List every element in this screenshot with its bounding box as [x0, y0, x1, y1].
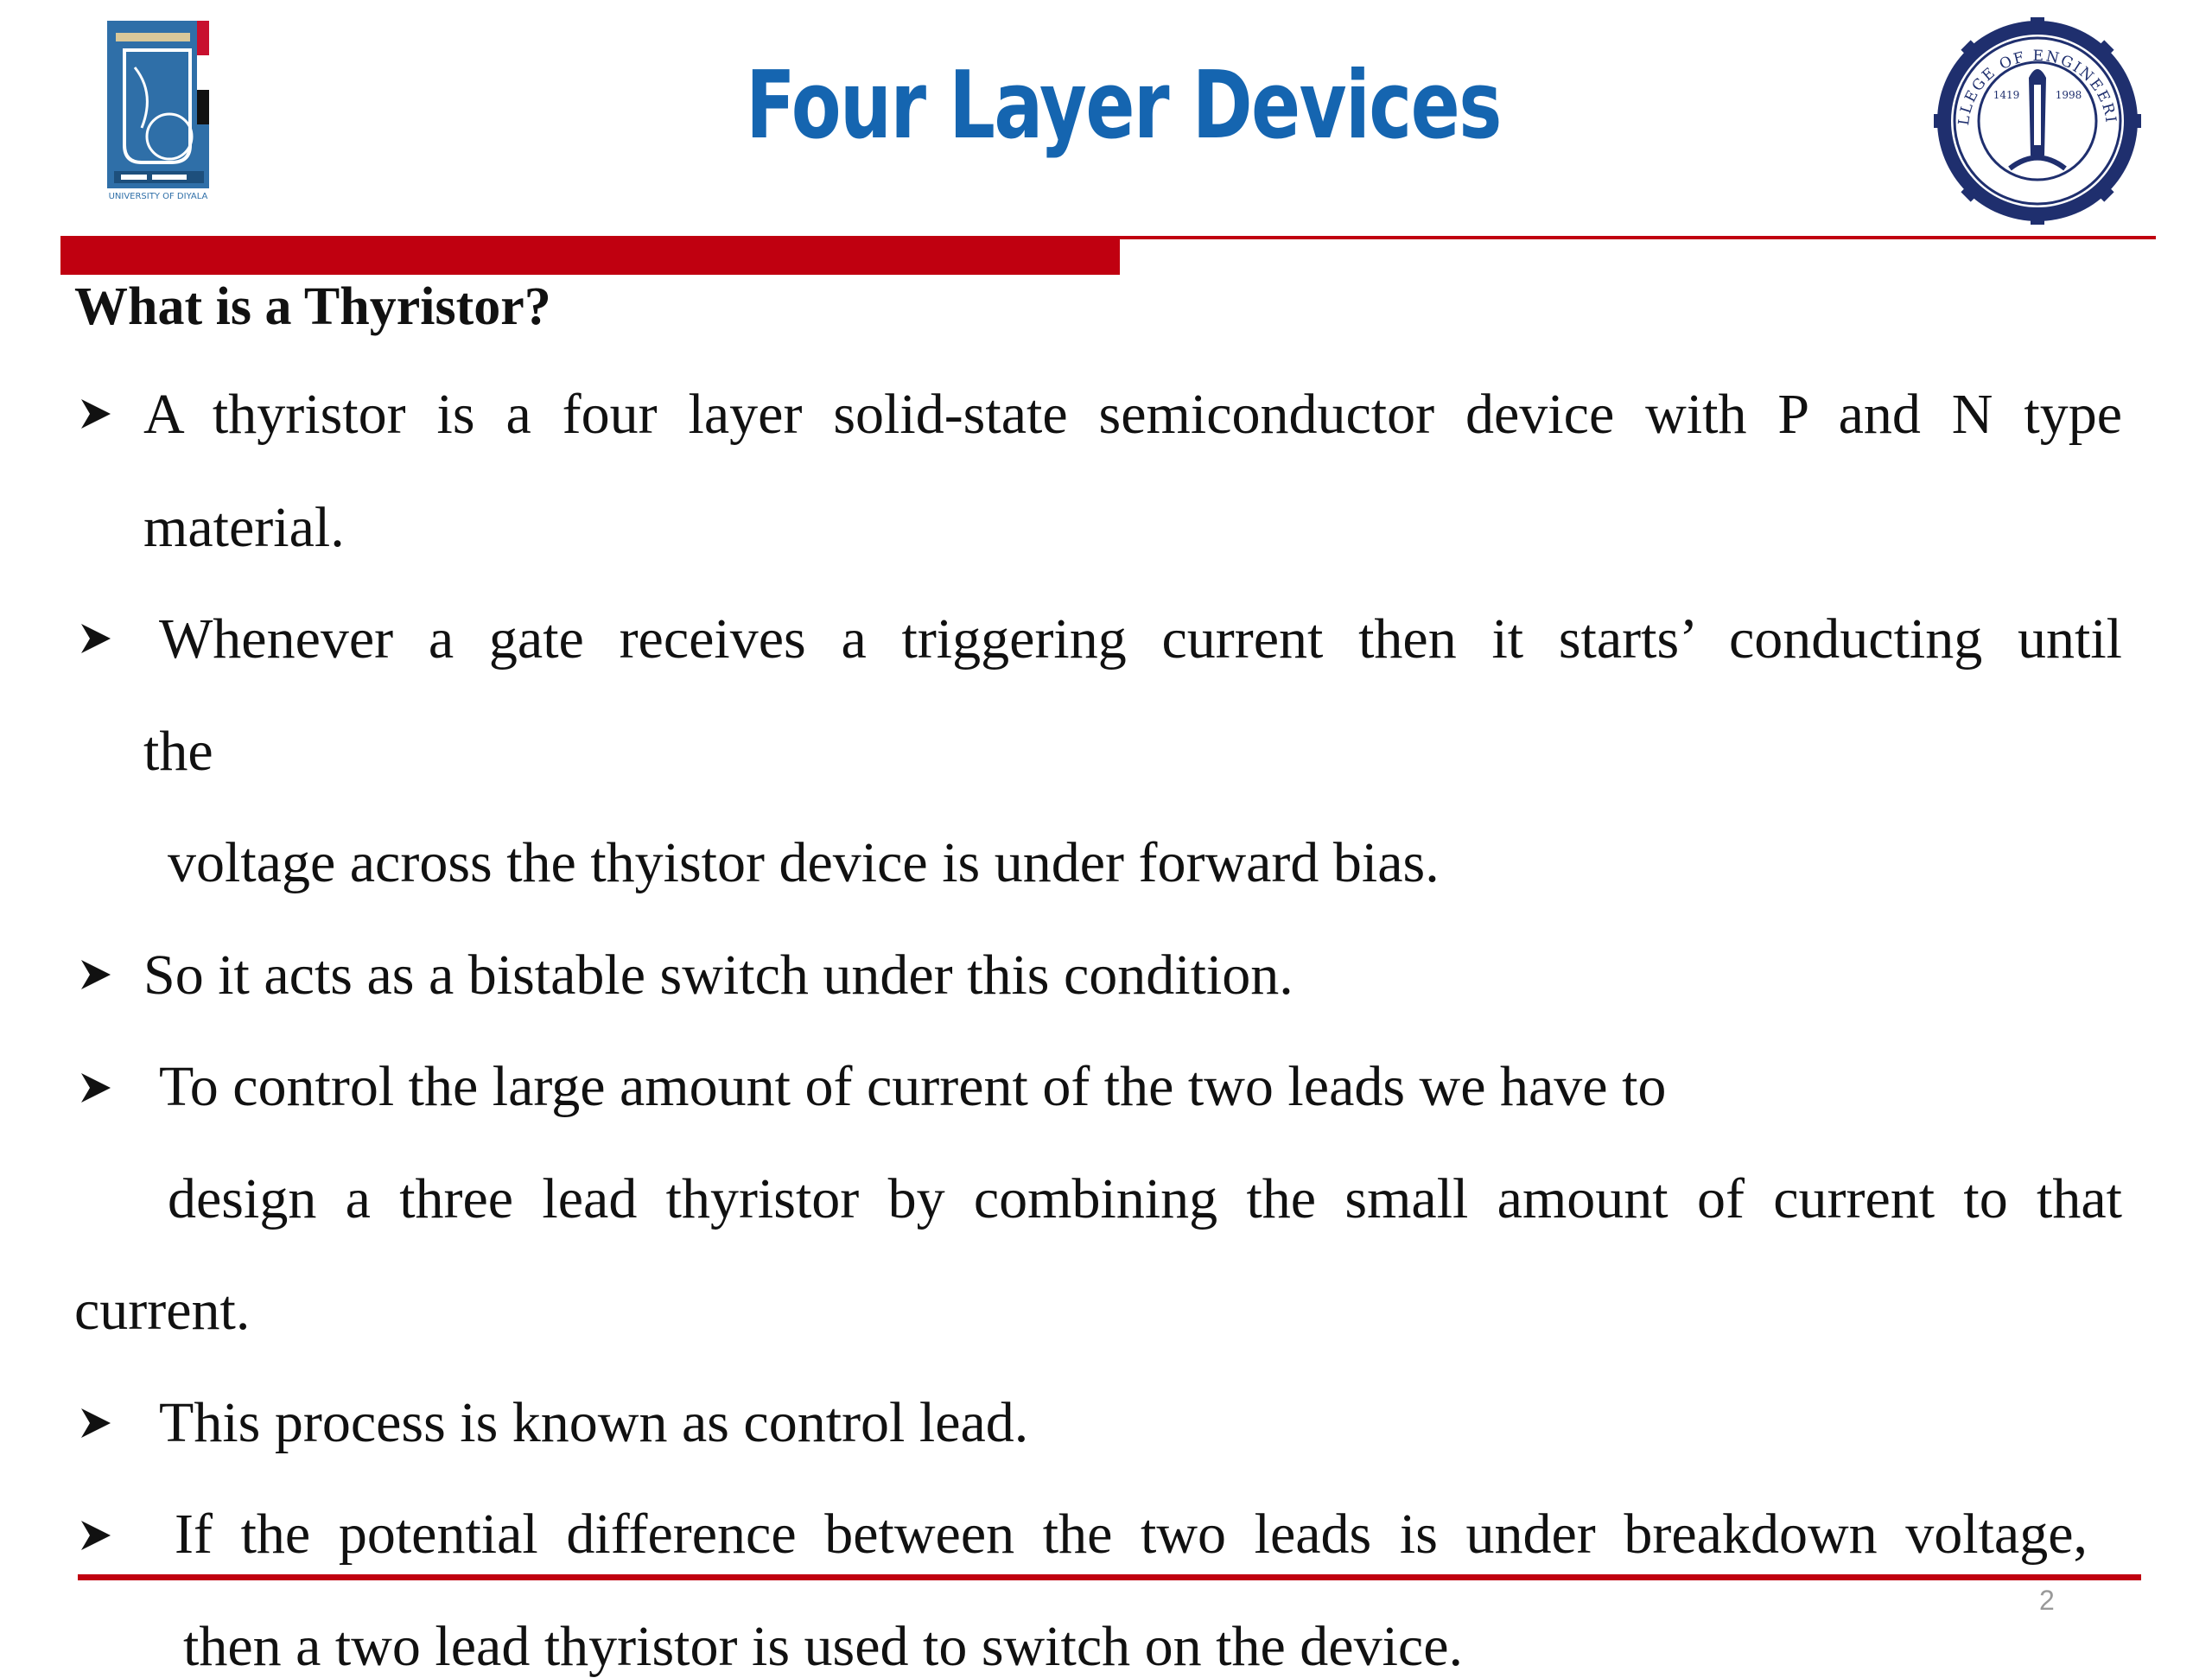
college-seal	[1934, 17, 2141, 225]
arrowhead-bullet-icon	[76, 394, 116, 434]
header-rule-thick	[60, 238, 1120, 275]
body-line: current.	[74, 1279, 251, 1342]
body-line: then a two lead thyristor is used to switch on the device.	[183, 1615, 1464, 1678]
body-line: To control the large amount of current of the two leads we have to	[159, 1055, 1667, 1118]
body-line: voltage across the thyistor device is under forward bias.	[168, 831, 1440, 894]
body-line: the	[143, 720, 213, 783]
body-line: If the potential difference between the two leads is under breakdown voltage,	[175, 1503, 2088, 1566]
footer-rule	[78, 1574, 2141, 1580]
body-line: This process is known as control lead.	[159, 1391, 1029, 1454]
section-heading: What is a Thyristor?	[74, 277, 551, 336]
arrowhead-bullet-icon	[76, 1068, 116, 1108]
body-line: design a three lead thyristor by combining the small amount of current to that	[168, 1167, 2122, 1230]
body-line: Whenever a gate receives a triggering current then it starts’ conducting until	[159, 607, 2122, 671]
body-line: A thyristor is a four layer solid-state semiconductor device with P and N type	[143, 383, 2122, 446]
college-seal-text: LLEGE OF ENGINEERI	[1955, 47, 2120, 127]
arrowhead-bullet-icon	[76, 1403, 116, 1443]
arrowhead-bullet-icon	[76, 1516, 116, 1555]
arrowhead-bullet-icon	[76, 619, 116, 658]
seal-year-right: 1998	[2055, 89, 2082, 101]
seal-year-left: 1419	[1993, 89, 2020, 101]
arrowhead-bullet-icon	[76, 955, 116, 995]
university-logo-text: UNIVERSITY OF DIYALA	[108, 192, 208, 201]
university-logo	[104, 16, 225, 210]
slide-title: Four Layer Devices	[746, 52, 1501, 160]
body-line: So it acts as a bistable switch under this condition.	[143, 944, 1294, 1007]
body-line: material.	[143, 496, 345, 559]
page-number: 2	[2039, 1585, 2055, 1616]
